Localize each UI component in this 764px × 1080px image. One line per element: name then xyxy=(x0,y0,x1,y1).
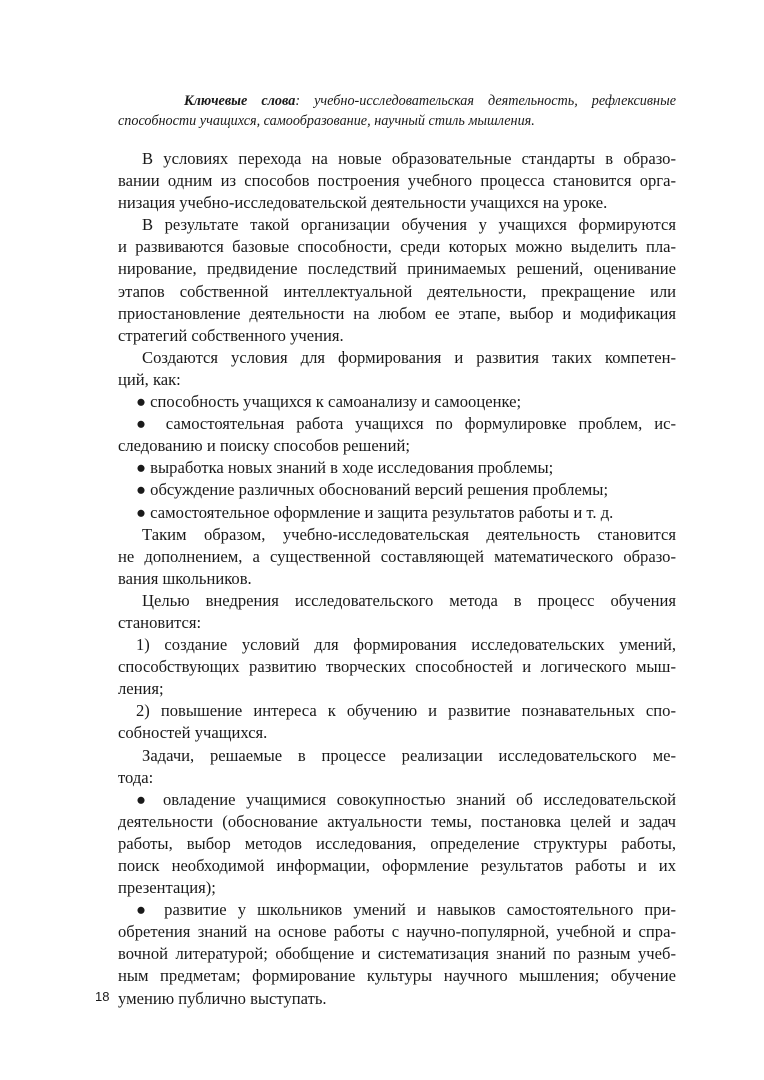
text-line: этапов собственной интеллектуальной деятельности, прекращение или xyxy=(118,281,676,301)
text-line: становится: xyxy=(118,612,202,632)
page-number: 18 xyxy=(95,989,110,1004)
text-line: умению публично выступать. xyxy=(118,988,327,1008)
text-line: работы, выбор методов исследования, определение структуры работы, xyxy=(118,833,676,853)
keywords-paragraph xyxy=(118,92,676,131)
text-line: ций, как: xyxy=(118,369,181,389)
text-line: 2) повышение интереса к обучению и развитие познавательных спо- xyxy=(136,701,676,721)
text-line: собностей учащихся. xyxy=(118,723,268,743)
text-line: ным предметам; формирование культуры научного мышления; обучение xyxy=(118,966,676,986)
text-line: В условиях перехода на новые образовательные стандарты в образо- xyxy=(142,149,676,168)
text-line: следованию и поиску способов решений; xyxy=(118,436,410,456)
text-line: ления; xyxy=(118,679,164,699)
text-line: Задачи, решаемые в процессе реализации исследовательского ме- xyxy=(142,745,676,765)
keywords-label: Ключевые слова xyxy=(184,93,296,109)
main-text xyxy=(118,148,676,1010)
text-line: обретения знаний на основе работы с научно-популярной, учебной и спра- xyxy=(118,922,676,942)
text-line: низация учебно-исследовательской деятельности учащихся на уроке. xyxy=(118,193,608,213)
text-line: вочной литературой; обобщение и систематизация знаний по разным учеб- xyxy=(118,944,676,964)
list-item: ● развитие у школьников умений и навыков самостоятельного при- xyxy=(136,900,676,920)
text-line: Целью внедрения исследовательского метода в процесс обучения xyxy=(142,590,676,610)
text-line: Создаются условия для формирования и развития таких компетен- xyxy=(142,347,676,367)
text-line: Таким образом, учебно-исследовательская деятельность становится xyxy=(142,524,676,544)
list-item: ● овладение учащимися совокупностью знаний об исследовательской xyxy=(136,789,676,809)
text-line: тода: xyxy=(118,767,154,787)
text-line: и развиваются базовые способности, среди которых можно выделить пла- xyxy=(118,237,676,257)
text-line: вании одним из способов построения учебного процесса становится орга- xyxy=(118,171,676,191)
list-item: ● способность учащихся к самоанализу и самооценке; xyxy=(136,392,522,412)
text-line: приостановление деятельности на любом ее этапе, выбор и модификация xyxy=(118,303,676,323)
text-line: способствующих развитию творческих способностей и логического мыш- xyxy=(118,657,676,677)
text-line: презентация); xyxy=(118,878,216,898)
list-item: ● выработка новых знаний в ходе исследования проблемы; xyxy=(136,458,554,478)
list-item: ● самостоятельная работа учащихся по формулировке проблем, ис- xyxy=(136,414,676,434)
list-item: ● самостоятельное оформление и защита результатов работы и т. д. xyxy=(136,502,614,522)
text-line: стратегий собственного учения. xyxy=(118,325,344,345)
text-line: В результате такой организации обучения у учащихся формируются xyxy=(142,215,676,235)
keywords-text: : учебно-исследовательская деятельность, рефлексивные способности учащихся, самообразование, научный стиль мышления. xyxy=(118,93,676,129)
text-line: вания школьников. xyxy=(118,568,252,588)
list-item: ● обсуждение различных обоснований версий решения проблемы; xyxy=(136,480,609,500)
text-line: поиск необходимой информации, оформление результатов работы и их xyxy=(118,856,676,875)
text-line: 1) создание условий для формирования исследовательских умений, xyxy=(136,635,676,655)
text-line: не дополнением, а существенной составляющей математического образо- xyxy=(118,546,676,566)
text-line: деятельности (обоснование актуальности темы, постановка целей и задач xyxy=(118,811,676,831)
text-line: нирование, предвидение последствий принимаемых решений, оценивание xyxy=(118,259,676,279)
